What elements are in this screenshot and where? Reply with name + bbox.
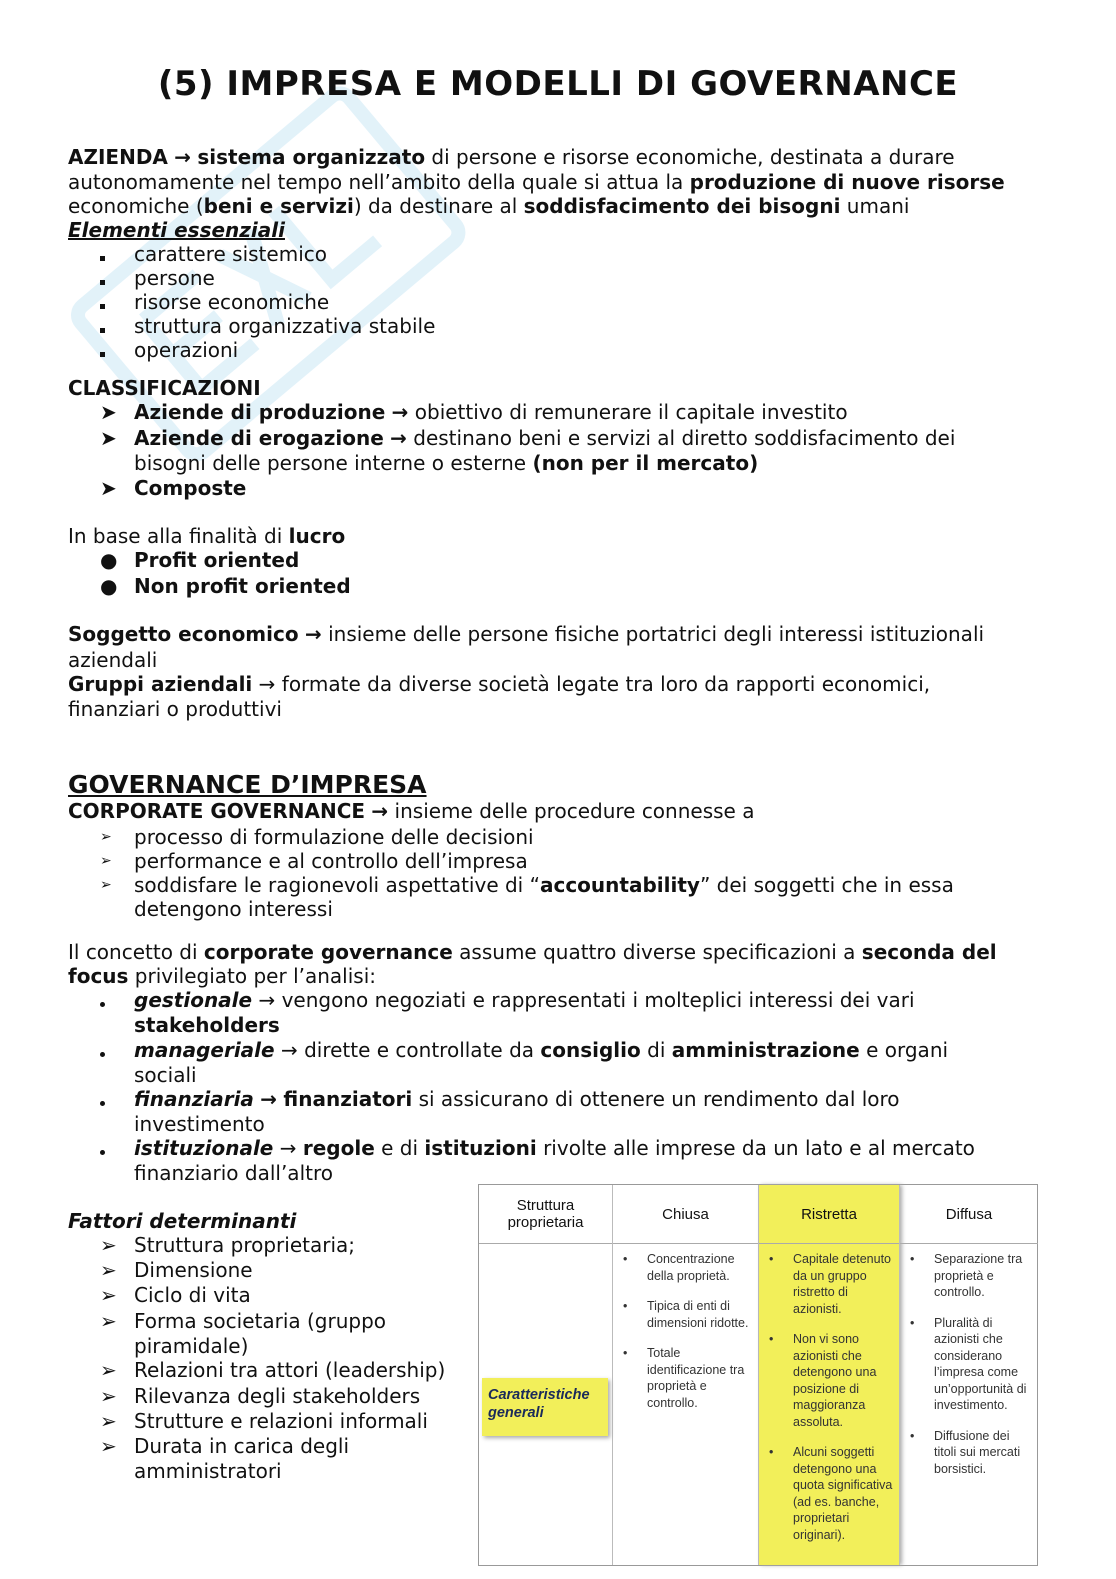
- arrowhead-bullet-icon: ➢: [100, 1358, 117, 1382]
- list-item: carattere sistemico: [134, 242, 327, 266]
- list-item: gestionale → vengono negoziati e rappresentati i molteplici interessi dei vari: [134, 988, 915, 1012]
- dot-bullet-icon: [100, 1150, 105, 1155]
- arrowhead-bullet-icon: ➢: [100, 1434, 117, 1458]
- table-column-chiusa: [613, 1185, 759, 1565]
- list-item: soddisfare le ragionevoli aspettative di “accountability” dei soggetti che in essa: [134, 873, 954, 897]
- cell-item: • Separazione tra proprietà e controllo.: [906, 1251, 1034, 1301]
- list-item: persone: [134, 266, 215, 290]
- list-item-continuation: sociali: [134, 1063, 197, 1087]
- list-item-continuation: bisogni delle persone interne o esterne (non per il mercato): [134, 451, 759, 475]
- arrowhead-bullet-icon: ➢: [100, 829, 112, 845]
- list-item: finanziaria → finanziatori si assicurano di ottenere un rendimento dal loro: [134, 1087, 900, 1111]
- gruppi-line-1: Gruppi aziendali → formate da diverse società legate tra loro da rapporti economici,: [68, 672, 931, 696]
- arrowhead-bullet-icon: ➢: [100, 1309, 117, 1333]
- square-bullet-icon: [100, 304, 105, 309]
- cell-item: • Pluralità di azionisti che considerano l’impresa come un’opportunità di investimento.: [906, 1315, 1034, 1414]
- arrowhead-bullet-icon: ➢: [100, 1233, 117, 1257]
- azienda-line-3: economiche (beni e servizi) da destinare al soddisfacimento dei bisogni umani: [68, 194, 910, 218]
- concetto-line-2: focus privilegiato per l’analisi:: [68, 964, 376, 988]
- square-bullet-icon: [100, 328, 105, 333]
- cell-item: • Tipica di enti di dimensioni ridotte.: [619, 1298, 754, 1331]
- table-cell: [765, 1251, 895, 1557]
- list-item: manageriale → dirette e controllate da consiglio di amministrazione e organi: [134, 1038, 949, 1062]
- azienda-line-2: autonomamente nel tempo nell’ambito della quale si attua la produzione di nuove risorse: [68, 170, 1005, 194]
- list-item: Composte: [134, 476, 247, 500]
- table-header: Ristretta: [759, 1185, 899, 1244]
- corporate-governance-line: CORPORATE GOVERNANCE → insieme delle procedure connesse a: [68, 799, 755, 823]
- dot-bullet-icon: [100, 1002, 105, 1007]
- dot-bullet-icon: ●: [100, 548, 118, 572]
- list-item: Durata in carica degli: [134, 1434, 350, 1458]
- list-item: Profit oriented: [134, 548, 300, 572]
- dot-bullet-icon: [100, 1101, 105, 1106]
- elementi-heading: Elementi essenziali: [68, 218, 285, 242]
- list-item: Aziende di produzione → obiettivo di remunerare il capitale investito: [134, 400, 848, 424]
- table-header: Struttura proprietaria: [479, 1185, 612, 1244]
- cell-item: • Alcuni soggetti detengono una quota significativa (ad es. banche, proprietari originari).: [765, 1444, 895, 1543]
- list-item: Struttura proprietaria;: [134, 1233, 355, 1257]
- page-title: (5) IMPRESA E MODELLI DI GOVERNANCE: [157, 64, 959, 104]
- caratteristiche-tag: Caratteristiche generali: [482, 1378, 608, 1436]
- square-bullet-icon: [100, 352, 105, 357]
- table-header: Diffusa: [900, 1185, 1038, 1244]
- arrowhead-bullet-icon: ➢: [100, 877, 112, 893]
- dot-bullet-icon: ●: [100, 574, 118, 598]
- soggetto-line-2: aziendali: [68, 648, 158, 672]
- arrowhead-bullet-icon: ➢: [100, 853, 112, 869]
- concetto-line-1: Il concetto di corporate governance assume quattro diverse specificazioni a seconda del: [68, 940, 997, 964]
- table-header: Chiusa: [613, 1185, 758, 1244]
- table-cell: [619, 1251, 754, 1425]
- list-item: Forma societaria (gruppo: [134, 1309, 387, 1333]
- lucro-intro: In base alla finalità di lucro: [68, 524, 346, 548]
- arrowhead-bullet-icon: ➤: [100, 426, 117, 450]
- list-item: operazioni: [134, 338, 239, 362]
- list-item: Aziende di erogazione → destinano beni e servizi al diretto soddisfacimento dei: [134, 426, 956, 450]
- arrowhead-bullet-icon: ➤: [100, 400, 117, 424]
- arrowhead-bullet-icon: ➢: [100, 1409, 117, 1433]
- square-bullet-icon: [100, 280, 105, 285]
- list-item: istituzionale → regole e di istituzioni rivolte alle imprese da un lato e al mercato: [134, 1136, 975, 1160]
- ownership-structure-table: [478, 1184, 1038, 1566]
- cell-item: • Concentrazione della proprietà.: [619, 1251, 754, 1284]
- square-bullet-icon: [100, 256, 105, 261]
- list-item-continuation: investimento: [134, 1112, 265, 1136]
- dot-bullet-icon: [100, 1052, 105, 1057]
- cell-item: • Totale identificazione tra proprietà e controllo.: [619, 1345, 754, 1411]
- list-item-continuation: piramidale): [134, 1334, 249, 1358]
- arrowhead-bullet-icon: ➢: [100, 1384, 117, 1408]
- list-item: Relazioni tra attori (leadership): [134, 1358, 446, 1382]
- list-item: Dimensione: [134, 1258, 253, 1282]
- arrowhead-bullet-icon: ➤: [100, 476, 117, 500]
- list-item: struttura organizzativa stabile: [134, 314, 436, 338]
- list-item-continuation: finanziario dall’altro: [134, 1161, 333, 1185]
- soggetto-line-1: Soggetto economico → insieme delle persone fisiche portatrici degli interessi istituzionali: [68, 622, 985, 646]
- list-item: Rilevanza degli stakeholders: [134, 1384, 421, 1408]
- list-item: risorse economiche: [134, 290, 330, 314]
- list-item-continuation: amministratori: [134, 1459, 282, 1483]
- table-column-ristretta: [759, 1185, 900, 1565]
- azienda-line-1: AZIENDA → sistema organizzato di persone e risorse economiche, destinata a durare: [68, 145, 955, 169]
- list-item: Ciclo di vita: [134, 1283, 251, 1307]
- table-cell: [906, 1251, 1034, 1491]
- cell-item: • Diffusione dei titoli sui mercati borsistici.: [906, 1428, 1034, 1478]
- list-item-continuation: stakeholders: [134, 1013, 280, 1037]
- cell-item: • Capitale detenuto da un gruppo ristretto di azionisti.: [765, 1251, 895, 1317]
- fattori-heading: Fattori determinanti: [68, 1209, 297, 1233]
- list-item: Non profit oriented: [134, 574, 351, 598]
- governance-heading: GOVERNANCE D’IMPRESA: [68, 770, 427, 799]
- table-column-diffusa: [900, 1185, 1038, 1565]
- list-item: Strutture e relazioni informali: [134, 1409, 428, 1433]
- list-item: performance e al controllo dell’impresa: [134, 849, 528, 873]
- arrowhead-bullet-icon: ➢: [100, 1283, 117, 1307]
- list-item-continuation: detengono interessi: [134, 897, 333, 921]
- cell-item: • Non vi sono azionisti che detengono una posizione di maggioranza assoluta.: [765, 1331, 895, 1430]
- table-column-label: [479, 1185, 613, 1565]
- gruppi-line-2: finanziari o produttivi: [68, 697, 282, 721]
- arrowhead-bullet-icon: ➢: [100, 1258, 117, 1282]
- list-item: processo di formulazione delle decisioni: [134, 825, 534, 849]
- classificazioni-heading: CLASSIFICAZIONI: [68, 376, 261, 400]
